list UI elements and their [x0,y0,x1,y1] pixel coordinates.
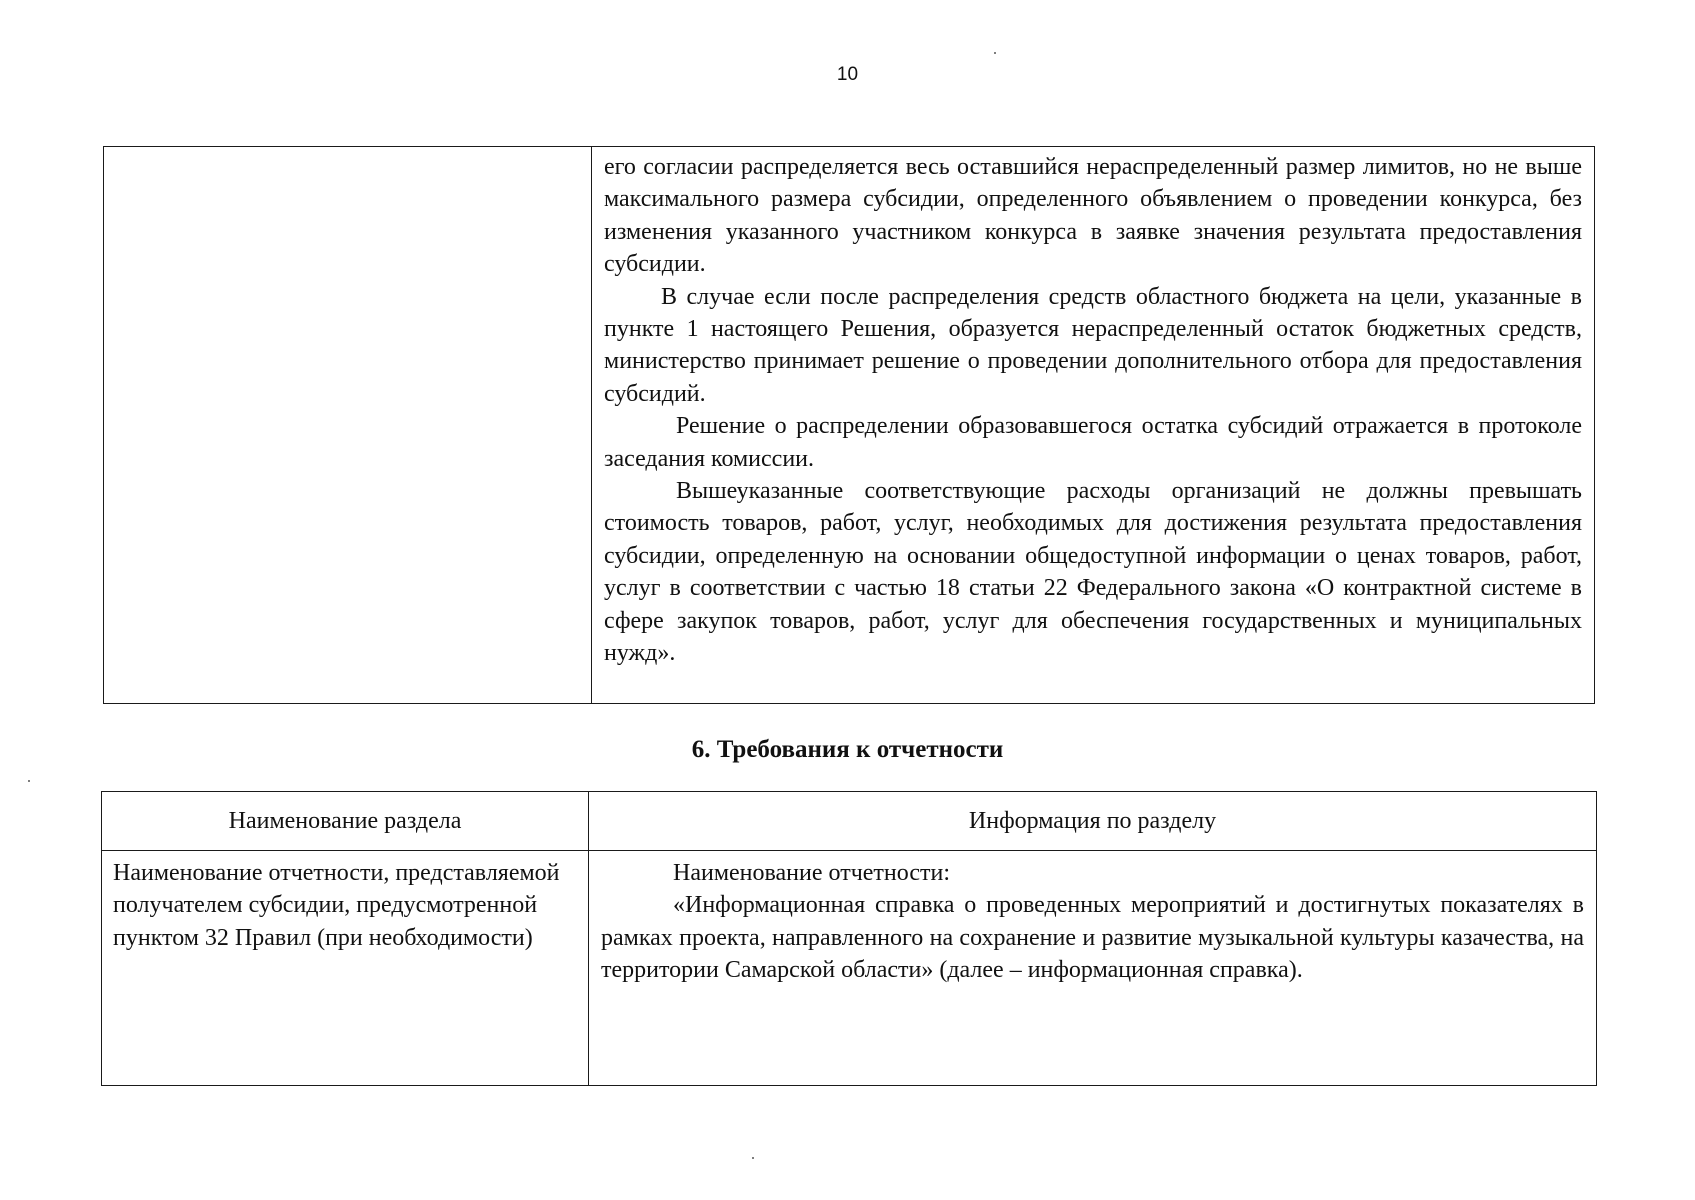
table-row [104,147,1595,704]
paragraph: Вышеуказанные соответствующие расходы организаций не должны превышать стоимость товаров, работ, услуг, необходимых для достижения результата предоставления субсидии, определенную на основании общедоступной информации о ценах товаров, работ, услуг в соответствии с частью 18 статьи 22 Федерального закона «О контрактной системе в сфере закупок товаров, работ, услуг для обеспечения государственных и муниципальных нужд». [604,478,1582,667]
section-name-text: Наименование отчетности, представляемой получателем субсидии, предусмотренной пунктом 32 Правил (при необходимости) [113,860,560,951]
scan-speck [752,1157,754,1159]
paragraph: его согласии распределяется весь оставшийся нераспределенный размер лимитов, но не выше максимального размера субсидии, определенного объявлением о проведении конкурса, без изменения указанного участником конкурса в заявке значения результата предоставления субсидии. [604,154,1582,278]
scan-speck [994,52,996,54]
table-header-row [102,792,1597,851]
empty-left-cell [104,147,592,704]
reporting-requirements-table [101,791,1597,1086]
table-row [102,851,1597,1086]
scan-speck [28,780,30,782]
paragraph: В случае если после распределения средств областного бюджета на цели, указанные в пункте 1 настоящего Решения, образуется нераспределенный остаток бюджетных средств, министерство принимает решение о проведении дополнительного отбора для предоставления субсидий. [604,283,1582,407]
info-text: «Информационная справка о проведенных мероприятий и достигнутых показателях в рамках проекта, направленного на сохранение и развитие музыкальной культуры казачества, на территории Самарской области» (далее – информационная справка). [601,892,1584,984]
section-name-cell [102,851,589,1086]
column-header-section-name: Наименование раздела [102,792,589,851]
page-number: 10 [836,64,859,85]
info-label: Наименование отчетности: [673,860,950,886]
section-heading: 6. Требования к отчетности [691,736,1004,763]
continuation-table [103,146,1595,704]
continuation-text-cell [592,147,1595,704]
column-header-section-info: Информация по разделу [589,792,1597,851]
section-info-cell [589,851,1597,1086]
paragraph: Решение о распределении образовавшегося остатка субсидий отражается в протоколе заседания комиссии. [604,413,1582,472]
